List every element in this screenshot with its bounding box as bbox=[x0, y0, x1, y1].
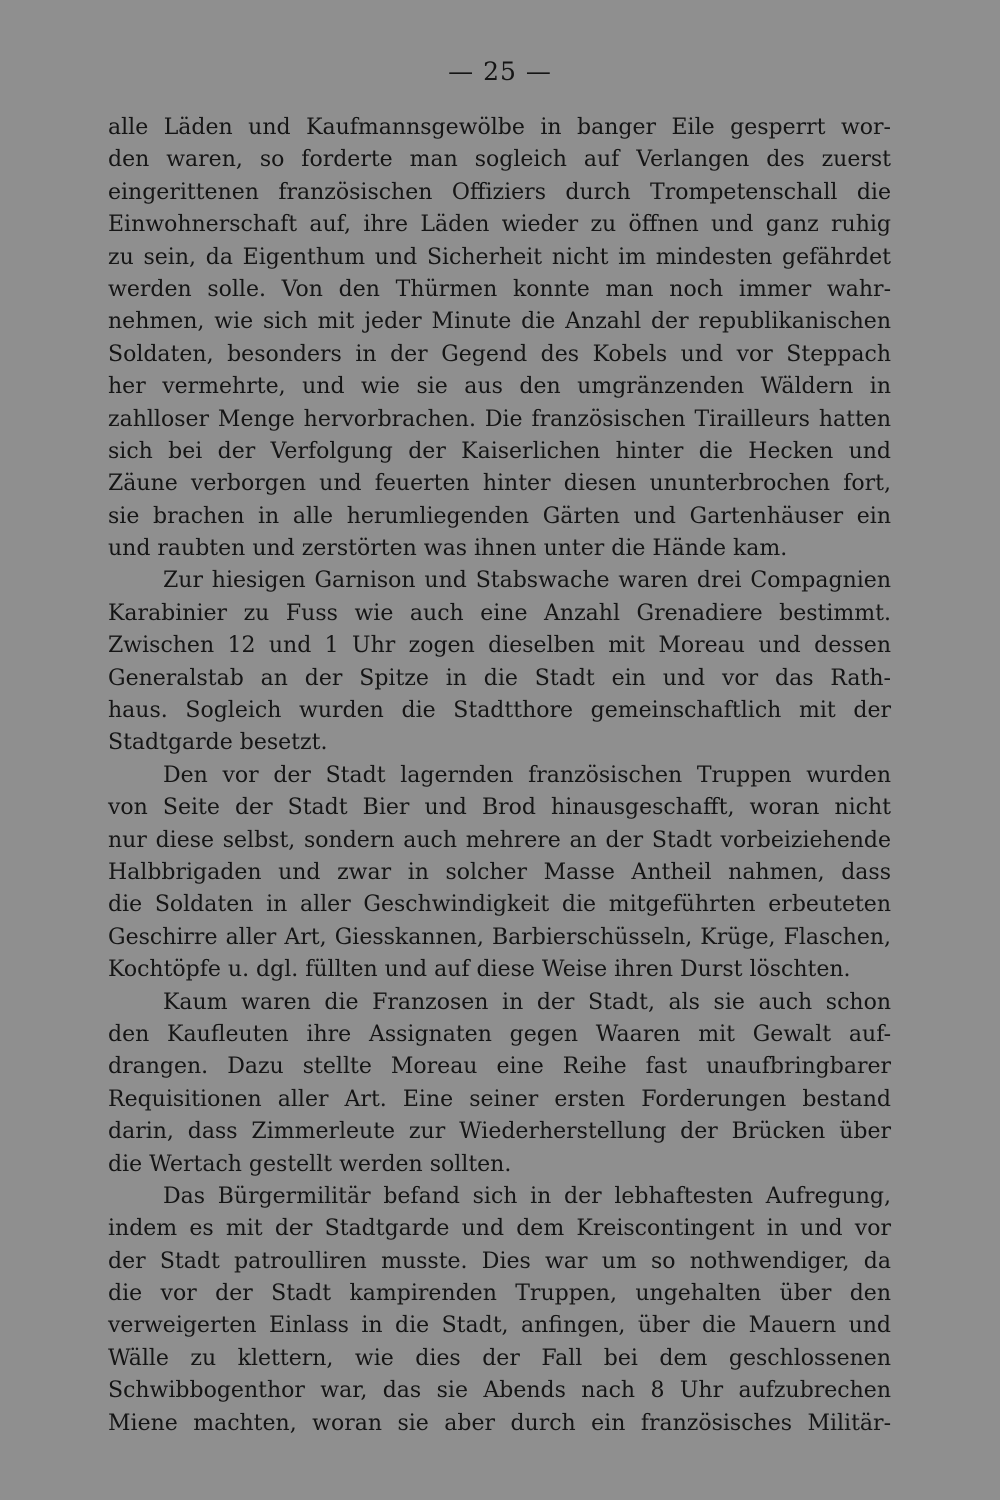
text-line: der Stadt patroulliren musste. Dies war um so nothwendiger, da bbox=[108, 1248, 891, 1274]
text-line: Zäune verborgen und feuerten hinter diesen ununterbrochen fort, bbox=[108, 471, 891, 497]
text-line: die Soldaten in aller Geschwindigkeit die mitgeführten erbeuteten bbox=[108, 892, 891, 918]
text-line: die Wertach gestellt werden sollten. bbox=[108, 1151, 512, 1177]
page-number: — 25 — bbox=[448, 57, 552, 86]
text-line: Halbbrigaden und zwar in solcher Masse Antheil nahmen, dass bbox=[108, 859, 891, 885]
paragraph-first-line: Kaum waren die Franzosen in der Stadt, als sie auch schon bbox=[163, 989, 891, 1015]
paragraph-first-line: Zur hiesigen Garnison und Stabswache waren drei Compagnien bbox=[163, 568, 891, 594]
text-line: von Seite der Stadt Bier und Brod hinausgeschafft, woran nicht bbox=[108, 795, 891, 821]
text-line: Requisitionen aller Art. Eine seiner ersten Forderungen bestand bbox=[108, 1086, 891, 1112]
text-line: Kochtöpfe u. dgl. füllten und auf diese Weise ihren Durst löschten. bbox=[108, 957, 851, 983]
text-line: Generalstab an der Spitze in die Stadt ein und vor das Rath- bbox=[108, 665, 891, 691]
text-line: her vermehrte, und wie sie aus den umgränzenden Wäldern in bbox=[108, 374, 891, 400]
text-line: Zwischen 12 und 1 Uhr zogen dieselben mit Moreau und dessen bbox=[108, 633, 891, 659]
text-line: Miene machten, woran sie aber durch ein französisches Militär- bbox=[108, 1410, 891, 1436]
text-line: sich bei der Verfolgung der Kaiserlichen hinter die Hecken und bbox=[108, 438, 891, 464]
text-line: nur diese selbst, sondern auch mehrere an der Stadt vorbeiziehende bbox=[108, 827, 891, 853]
text-line: zu sein, da Eigenthum und Sicherheit nicht im mindesten gefährdet bbox=[108, 244, 891, 270]
text-line: alle Läden und Kaufmannsgewölbe in banger Eile gesperrt wor- bbox=[108, 115, 891, 140]
text-line: nehmen, wie sich mit jeder Minute die Anzahl der republikanischen bbox=[108, 309, 891, 335]
body-text bbox=[108, 112, 891, 1440]
text-line: verweigerten Einlass in die Stadt, anfingen, über die Mauern und bbox=[108, 1313, 891, 1339]
text-line: Wälle zu klettern, wie dies der Fall bei dem geschlossenen bbox=[108, 1345, 891, 1371]
text-line: Stadtgarde besetzt. bbox=[108, 730, 328, 756]
text-line: darin, dass Zimmerleute zur Wiederherstellung der Brücken über bbox=[108, 1119, 891, 1145]
paragraph-first-line: Das Bürgermilitär befand sich in der lebhaftesten Aufregung, bbox=[163, 1183, 891, 1209]
text-line: Schwibbogenthor war, das sie Abends nach 8 Uhr aufzubrechen bbox=[108, 1378, 891, 1404]
text-line: werden solle. Von den Thürmen konnte man noch immer wahr- bbox=[108, 276, 891, 302]
text-line: die vor der Stadt kampirenden Truppen, ungehalten über den bbox=[108, 1281, 891, 1307]
text-line: den waren, so forderte man sogleich auf Verlangen des zuerst bbox=[108, 147, 891, 173]
paragraph-first-line: Den vor der Stadt lagernden französischen Truppen wurden bbox=[163, 762, 891, 788]
text-line: Soldaten, besonders in der Gegend des Kobels und vor Steppach bbox=[108, 341, 891, 367]
text-line: drangen. Dazu stellte Moreau eine Reihe fast unaufbringbarer bbox=[108, 1054, 891, 1080]
text-line: haus. Sogleich wurden die Stadtthore gemeinschaftlich mit der bbox=[108, 698, 891, 724]
text-line: und raubten und zerstörten was ihnen unter die Hände kam. bbox=[108, 536, 788, 562]
text-line: zahlloser Menge hervorbrachen. Die französischen Tirailleurs hatten bbox=[108, 406, 891, 432]
text-line: eingerittenen französischen Offiziers durch Trompetenschall die bbox=[108, 179, 891, 205]
text-line: sie brachen in alle herumliegenden Gärten und Gartenhäuser ein bbox=[108, 503, 891, 529]
text-line: den Kaufleuten ihre Assignaten gegen Waaren mit Gewalt auf- bbox=[108, 1021, 891, 1047]
text-line: Karabinier zu Fuss wie auch eine Anzahl Grenadiere bestimmt. bbox=[108, 600, 891, 626]
text-line: indem es mit der Stadtgarde und dem Kreiscontingent in und vor bbox=[108, 1216, 891, 1242]
text-line: Geschirre aller Art, Giesskannen, Barbierschüsseln, Krüge, Flaschen, bbox=[108, 924, 891, 950]
text-line: Einwohnerschaft auf, ihre Läden wieder zu öffnen und ganz ruhig bbox=[108, 212, 891, 238]
